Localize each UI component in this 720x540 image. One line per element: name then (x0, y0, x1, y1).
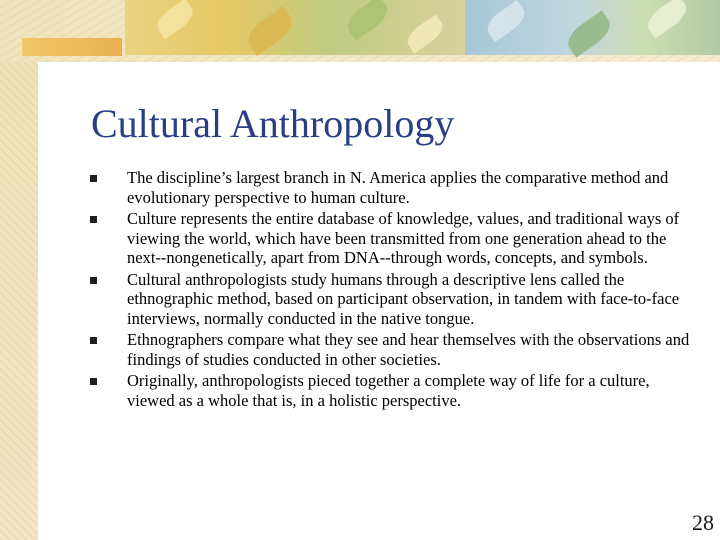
bullet-text: Ethnographers compare what they see and hear themselves with the observations and findings of studies conducted in other societies. (127, 330, 690, 369)
bullet-text: The discipline’s largest branch in N. America applies the comparative method and evolutionary perspective to human culture. (127, 168, 669, 207)
bullet-item (90, 209, 700, 268)
leaf-icon (403, 14, 447, 53)
bullet-item (90, 270, 700, 329)
square-bullet-icon (90, 378, 97, 385)
leaf-icon (643, 0, 692, 39)
bullet-text: Originally, anthropologists pieced together a complete way of life for a culture, viewed as a whole that is, in a holistic perspective. (127, 371, 650, 410)
square-bullet-icon (90, 175, 97, 182)
square-bullet-icon (90, 216, 97, 223)
leaf-icon (152, 0, 197, 39)
slide-title: Cultural Anthropology (91, 101, 455, 146)
decorative-leaf-banner-left (125, 0, 465, 55)
decorative-orange-bar (22, 38, 122, 56)
background-texture-left (0, 0, 40, 540)
leaf-icon (242, 6, 298, 56)
bullet-item (90, 330, 700, 369)
bullet-item (90, 371, 700, 410)
bullet-list (90, 168, 700, 412)
bullet-item (90, 168, 700, 207)
leaf-icon (482, 0, 529, 42)
decorative-leaf-banner-right (465, 0, 720, 55)
bullet-text: Culture represents the entire database of knowledge, values, and traditional ways of viewing the world, which have been transmitted from one generation ahead to the next--nongenetically, apart from DNA--through words, concepts, and symbols. (127, 209, 680, 267)
square-bullet-icon (90, 277, 97, 284)
square-bullet-icon (90, 337, 97, 344)
leaf-icon (562, 10, 615, 57)
slide-number: 28 (692, 510, 714, 535)
bullet-text: Cultural anthropologists study humans through a descriptive lens called the ethnographic method, based on participant observation, in tandem with face-to-face interviews, normally conducted in the native tongue. (127, 269, 680, 328)
leaf-icon (342, 0, 393, 41)
